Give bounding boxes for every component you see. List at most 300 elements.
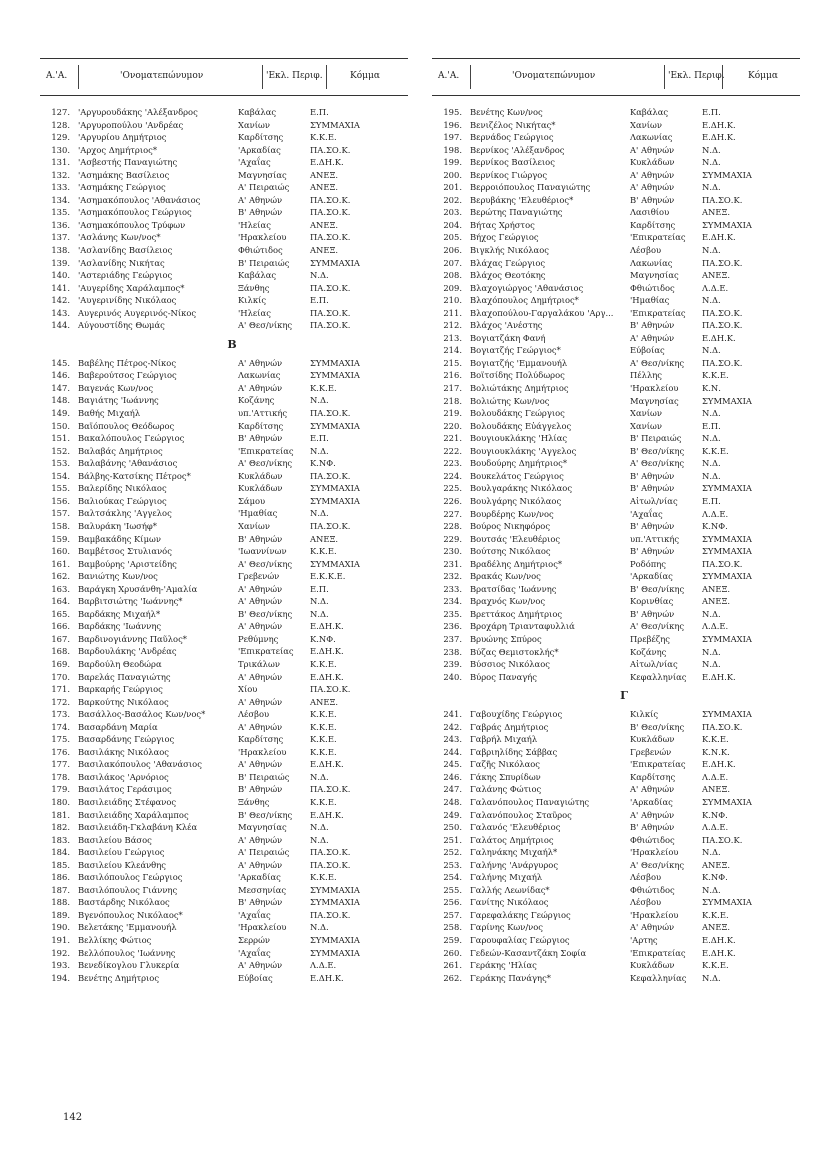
entry-number: 256. [443,897,462,908]
table-row [440,846,808,859]
entry-region: 'Ηλείας [238,307,271,318]
table-row [440,395,808,408]
entry-name: Βαρδάκης Μιχαήλ* [78,608,161,619]
entry-name: Βολιώτάκης Δημήτριος [470,383,569,394]
divider [326,65,327,89]
entry-region: Γρεβενών [630,746,672,757]
entry-number: 261. [443,960,462,971]
entry-name: Βερώτης Παναγιώτης [470,207,563,218]
entry-number: 147. [51,382,70,393]
table-row [48,696,416,709]
entry-number: 231. [443,558,462,569]
entry-region: Α' Αθηνών [238,696,283,707]
entry-number: 244. [443,746,462,757]
entry-number: 238. [443,646,462,657]
entry-name: Βύζας Θεμιστοκλής* [470,646,559,657]
entry-region: Καρδίτσης [630,771,676,782]
table-row [48,746,416,759]
entry-region: Α' Αθηνών [238,194,283,205]
entry-party: ΣΥΜΜΑΧΙΑ [702,169,752,180]
table-row [440,106,808,119]
entry-name: Βογιατζάκη Φανή [470,332,546,343]
entry-region: Εύβοίας [238,972,273,983]
right-column [440,106,808,984]
entry-region: Α' Θεσ/νίκης [630,458,685,469]
table-row [440,269,808,282]
entry-party: ΠΑ.ΣΟ.Κ. [310,194,351,205]
entry-region: Χανίων [630,119,662,130]
entry-party: Λ.Δ.Ε. [702,508,729,519]
entry-party: Ε.Π. [702,420,721,431]
entry-number: 196. [443,119,462,130]
entry-name: Βασάλλος-Βασάλος Κων/νος* [78,709,206,720]
entry-party: ΣΥΜΜΑΧΙΑ [310,420,360,431]
entry-name: 'Ασημάκης Βασίλειος [78,169,170,180]
entry-region: Κεφαλληνίας [630,972,687,983]
entry-name: Βλάχας Γεώργιος [470,257,546,268]
entry-number: 182. [51,822,70,833]
entry-party: ΠΑ.ΣΟ.Κ. [310,684,351,695]
table-row [440,871,808,884]
table-row [440,470,808,483]
entry-region: Σερρών [238,935,271,945]
table-row [48,307,416,320]
entry-name: 'Αρχος Δημήτριος* [78,144,158,155]
entry-number: 250. [443,822,462,833]
table-row [440,733,808,746]
entry-region: 'Αχαΐας [238,947,271,958]
entry-party: Κ.Κ.Ε. [310,734,337,745]
entry-region: Α' Αθηνών [630,182,675,193]
left-column [48,106,416,984]
entry-number: 198. [443,144,462,155]
entry-region: Χανίων [238,119,270,130]
entry-name: Βουλγάρης Νικόλαος [470,495,562,506]
entry-region: Α' Αθηνών [238,382,283,393]
entry-number: 223. [443,458,462,469]
entry-party: ΣΥΜΜΑΧΙΑ [702,395,752,406]
entry-party: ΠΑ.ΣΟ.Κ. [310,282,351,293]
entry-name: Βαγιάτης 'Ιωάννης [78,395,159,406]
entry-party: Ν.Δ. [702,972,721,983]
table-row [440,746,808,759]
table-row [48,119,416,132]
entry-name: Γαβουχίδης Γεώργιος [470,709,563,720]
entry-number: 155. [51,483,70,494]
entry-party: ΠΑ.ΣΟ.Κ. [310,847,351,858]
entry-region: Α' Αθηνών [630,332,675,343]
entry-party: Ε.ΔΗ.Κ. [310,759,344,770]
entry-number: 187. [51,884,70,895]
entry-number: 225. [443,483,462,494]
entry-name: Βαστάρδης Νικόλαος [78,897,170,908]
entry-region: Α' Αθηνών [630,784,675,795]
table-row [48,420,416,433]
entry-name: Βρατσίδας 'Ιωάννης [470,583,557,594]
table-row [48,909,416,922]
entry-number: 130. [51,144,70,155]
entry-region: 'Αρκαδίας [630,571,673,582]
table-row [48,570,416,583]
entry-party: ΠΑ.ΣΟ.Κ. [702,721,743,732]
col-header-number: Α.'Α. [46,71,68,81]
entry-name: Γεράκης 'Ηλίας [470,960,537,971]
table-row [440,620,808,633]
entry-number: 175. [51,734,70,745]
table-row [440,294,808,307]
entry-region: Κυκλάδων [238,483,283,494]
table-row [48,733,416,746]
entry-region: Α' Αθηνών [238,759,283,770]
entry-number: 134. [51,194,70,205]
table-row [440,344,808,357]
entry-name: Γαλάνης Φώτιος [470,784,542,795]
table-row [48,457,416,470]
entry-party: ΣΥΜΜΑΧΙΑ [310,370,360,381]
entry-party: Κ.Κ.Ε. [310,796,337,807]
table-row [48,758,416,771]
entry-number: 259. [443,935,462,945]
table-row [48,545,416,558]
table-row [440,131,808,144]
entry-number: 202. [443,194,462,205]
entry-region: Β' Πειραιώς [238,771,290,782]
entry-region: Αἰτωλ/νίας [630,495,678,506]
entry-number: 163. [51,583,70,594]
entry-name: 'Ασημακόπουλος Τρύφων [78,219,186,230]
entry-number: 203. [443,207,462,218]
entry-number: 229. [443,533,462,544]
entry-region: Κοζάνης [630,646,667,657]
entry-party: Ν.Δ. [702,608,721,619]
entry-name: Γαβράς Δημήτριος [470,721,549,732]
entry-region: Α' Θεσ/νίκης [238,458,293,469]
entry-region: 'Ηρακλείου [238,922,287,933]
entry-region: Β' Πειραιώς [630,433,682,444]
entry-region: Α' Αθηνών [238,596,283,607]
entry-region: Λακωνίας [238,370,281,381]
entry-number: 200. [443,169,462,180]
entry-number: 251. [443,834,462,845]
entry-region: Β' Αθηνών [238,533,283,544]
entry-number: 248. [443,796,462,807]
entry-region: Λασιθίου [630,207,670,218]
entry-party: Ν.Δ. [702,345,721,356]
entry-name: Βασιλάκης Νικόλαος [78,746,169,757]
entry-region: Κεφαλληνίας [630,671,687,682]
table-row [440,445,808,458]
entry-name: Βαλυράκη 'Ιωσήφ* [78,520,157,531]
entry-number: 179. [51,784,70,795]
entry-party: ΣΥΜΜΑΧΙΑ [310,897,360,908]
entry-number: 174. [51,721,70,732]
table-row [48,445,416,458]
entry-name: Βραχνός Κων/νος [470,596,546,607]
entry-name: Βερνίκος 'Αλέξανδρος [470,144,565,155]
entry-region: Αἰτωλ/νίας [630,659,678,670]
entry-party: ΣΥΜΜΑΧΙΑ [310,947,360,958]
entry-number: 192. [51,947,70,958]
entry-party: ΠΑ.ΣΟ.Κ. [702,194,743,205]
entry-name: Βαλαβάς Δημήτριος [78,445,163,456]
entry-number: 143. [51,307,70,318]
entry-number: 253. [443,859,462,870]
table-row [440,533,808,546]
entry-number: 169. [51,658,70,669]
entry-region: Α' Αθηνών [630,922,675,933]
entry-party: Κ.Κ.Ε. [310,872,337,883]
entry-party: Ν.Δ. [702,245,721,256]
entry-party: ΣΥΜΜΑΧΙΑ [702,546,752,557]
entry-number: 186. [51,872,70,883]
table-row [48,771,416,784]
entry-name: Αυγερινός Αυγερινός-Νίκος [78,307,197,318]
entry-region: Β' Αθηνών [630,470,675,481]
entry-region: Α' Αθηνών [238,721,283,732]
entry-party: ΠΑ.ΣΟ.Κ. [310,144,351,155]
entry-party: Ν.Δ. [310,596,329,607]
entry-number: 167. [51,633,70,644]
entry-party: ΑΝΕΞ. [702,270,731,281]
table-row [440,859,808,872]
entry-number: 246. [443,771,462,782]
entry-number: 145. [51,357,70,368]
entry-name: Βασιλόπουλος Γιάννης [78,884,178,895]
table-row [440,482,808,495]
entry-party: ΠΑ.ΣΟ.Κ. [702,558,743,569]
entry-name: Βενέτης Κων/νος [470,107,543,117]
entry-region: Β' Αθηνών [238,897,283,908]
entry-number: 219. [443,408,462,419]
entry-number: 153. [51,458,70,469]
entry-party: Ν.Δ. [702,433,721,444]
table-row [48,645,416,658]
entry-name: 'Ασημακόπουλος 'Αθανάσιος [78,194,201,205]
header-right [432,58,800,96]
entry-name: Βερυβάκης 'Ελευθέριος* [470,194,574,205]
table-row [440,834,808,847]
entry-region: Β' Πειραιώς [238,257,290,268]
entry-name: Βελλίκης Φώτιος [78,935,152,945]
entry-region: 'Επικρατείας [630,759,686,770]
table-row [48,896,416,909]
entry-party: ΠΑ.ΣΟ.Κ. [702,834,743,845]
entry-number: 156. [51,495,70,506]
entry-number: 258. [443,922,462,933]
entry-name: Βαγενάς Κων/νος [78,382,154,393]
entry-number: 189. [51,909,70,920]
table-row [48,206,416,219]
table-row [48,181,416,194]
entry-party: Ν.Δ. [702,144,721,155]
entry-party: ΠΑ.ΣΟ.Κ. [310,408,351,419]
entry-number: 218. [443,395,462,406]
entry-number: 127. [51,107,70,117]
table-row [440,884,808,897]
entry-name: Γαλανόπουλος Παναγιώτης [470,796,590,807]
table-row [48,834,416,847]
entry-party: Ν.Δ. [702,847,721,858]
entry-region: Χανίων [238,520,270,531]
entry-party: Λ.Δ.Ε. [702,822,729,833]
entry-party: Ν.Δ. [702,182,721,193]
entry-name: Βαϊόπουλος Θεόδωρος [78,420,175,431]
table-row [440,771,808,784]
entry-name: 'Ασλάνης Κων/νος* [78,232,161,243]
entry-party: Κ.Κ.Ε. [310,132,337,143]
entry-number: 132. [51,169,70,180]
entry-name: Βενιζέλος Νικήτας* [470,119,556,130]
entry-name: Βήχος Γεώργιος [470,232,539,243]
entry-region: Α' Αθηνών [238,583,283,594]
entry-party: ΣΥΜΜΑΧΙΑ [310,884,360,895]
entry-number: 207. [443,257,462,268]
table-row [48,156,416,169]
entry-region: Λέσβου [630,245,662,256]
table-row [48,708,416,721]
entry-party: Κ.ΝΦ. [310,633,336,644]
entry-region: Λέσβου [630,897,662,908]
entry-number: 188. [51,897,70,908]
entry-region: Μαγνησίας [630,270,679,281]
entry-name: Βερνίκος Βασίλειος [470,157,555,168]
table-row [440,947,808,960]
entry-party: ΠΑ.ΣΟ.Κ. [702,357,743,368]
entry-name: 'Ασημάκης Γεώργιος [78,182,166,193]
entry-number: 173. [51,709,70,720]
table-row [440,959,808,972]
entry-region: 'Επικρατείας [630,232,686,243]
entry-region: 'Ηρακλείου [630,383,679,394]
entry-party: Κ.Κ.Ε. [310,709,337,720]
table-row [440,495,808,508]
entry-party: ΑΝΕΞ. [310,696,339,707]
col-header-name: 'Ονοματεπώνυμον [120,71,204,81]
table-row [48,169,416,182]
entry-number: 191. [51,935,70,945]
table-row [440,558,808,571]
table-row [48,972,416,985]
entry-party: Λ.Δ.Ε. [702,771,729,782]
entry-number: 212. [443,320,462,331]
table-row [48,194,416,207]
table-row [440,896,808,909]
entry-number: 176. [51,746,70,757]
entry-region: 'Αρκαδίας [630,796,673,807]
col-header-party: Κόμμα [350,71,380,81]
entry-name: Γάκης Σπυρίδων [470,771,541,782]
entry-party: ΣΥΜΜΑΧΙΑ [702,219,752,230]
entry-name: Βαρδινογιάννης Παῦλος* [78,633,187,644]
table-row [48,106,416,119]
entry-name: Βαρδουλάκης 'Ανδρέας [78,646,177,657]
entry-party: ΠΑ.ΣΟ.Κ. [702,320,743,331]
entry-number: 208. [443,270,462,281]
table-row [440,972,808,985]
entry-party: Ε.Κ.Κ.Ε. [310,571,346,582]
entry-number: 228. [443,521,462,532]
entry-name: Βαρελάς Παναγιώτης [78,671,171,682]
entry-region: Καρδίτσης [238,734,284,745]
entry-name: Βραδέλης Δημήτριος* [470,558,563,569]
entry-name: 'Αργυρουδάκης 'Αλέξανδρος [78,107,198,117]
entry-party: ΠΑ.ΣΟ.Κ. [310,859,351,870]
table-row [48,809,416,822]
table-row [440,144,808,157]
table-row [440,282,808,295]
entry-party: Ν.Δ. [702,470,721,481]
entry-name: Βασιλειάδης Χαράλαμπος [78,809,189,820]
entry-region: Πρεβέζης [630,633,670,644]
entry-party: Ν.Δ. [702,295,721,306]
entry-region: Ξάνθης [238,282,270,293]
entry-party: Ν.Δ. [310,508,329,519]
entry-name: Βασιλάκος 'Αρνόριος [78,771,169,782]
entry-region: Α' Αθηνών [630,169,675,180]
entry-name: Βύσσιος Νικόλαος [470,659,550,670]
entry-name: Βελλόπουλος 'Ιωάννης [78,947,176,958]
entry-name: Βελετάκης 'Εμμανουήλ [78,922,177,933]
entry-number: 157. [51,508,70,519]
entry-region: Β' Αθηνών [630,194,675,205]
table-row [440,934,808,947]
entry-region: 'Επικρατείας [238,445,294,456]
entry-number: 165. [51,608,70,619]
entry-region: Β' Αθηνών [630,822,675,833]
entry-number: 190. [51,922,70,933]
table-row [48,846,416,859]
divider [664,65,665,89]
entry-name: Βασαρδάνης Γεώργιος [78,734,175,745]
entry-party: Ε.ΔΗ.Κ. [310,646,344,657]
entry-name: Γαλλής Λεωνίδας* [470,884,550,895]
entry-number: 178. [51,771,70,782]
table-row [48,520,416,533]
col-header-name: 'Ονοματεπώνυμον [512,71,596,81]
entry-number: 164. [51,596,70,607]
table-row [440,783,808,796]
entry-region: 'Αχαΐας [238,909,271,920]
entry-party: Κ.Ν. [702,383,721,394]
section-letter: Β [227,337,237,351]
entry-region: Α' Αθηνών [238,859,283,870]
entry-name: Βερροιόπουλος Παναγιώτης [470,182,591,193]
entry-name: Βγενόπουλος Νικόλαος* [78,909,183,920]
entry-number: 148. [51,395,70,406]
entry-name: Γεράκης Πανάγης* [470,972,551,983]
entry-name: Βενέτης Δημήτριος [78,972,160,983]
entry-number: 181. [51,809,70,820]
entry-name: Γαλανός 'Ελευθέριος [470,822,561,833]
entry-number: 235. [443,608,462,619]
entry-name: Βήτας Χρήστος [470,219,535,230]
divider [722,65,723,89]
table-row [440,369,808,382]
entry-number: 141. [51,282,70,293]
entry-number: 262. [443,972,462,983]
col-header-region: 'Εκλ. Περιφ. [668,71,725,81]
entry-party: ΠΑ.ΣΟ.Κ. [310,207,351,218]
entry-name: Γαλήνης Μιχαήλ [470,872,543,883]
entry-party: ΠΑ.ΣΟ.Κ. [702,307,743,318]
entry-party: Ε.ΔΗ.Κ. [702,132,736,143]
entry-number: 172. [51,696,70,707]
entry-party: Ν.Δ. [310,270,329,281]
col-header-party: Κόμμα [748,71,778,81]
entry-number: 152. [51,445,70,456]
table-row [48,382,416,395]
entry-party: Ε.ΔΗ.Κ. [310,621,344,632]
